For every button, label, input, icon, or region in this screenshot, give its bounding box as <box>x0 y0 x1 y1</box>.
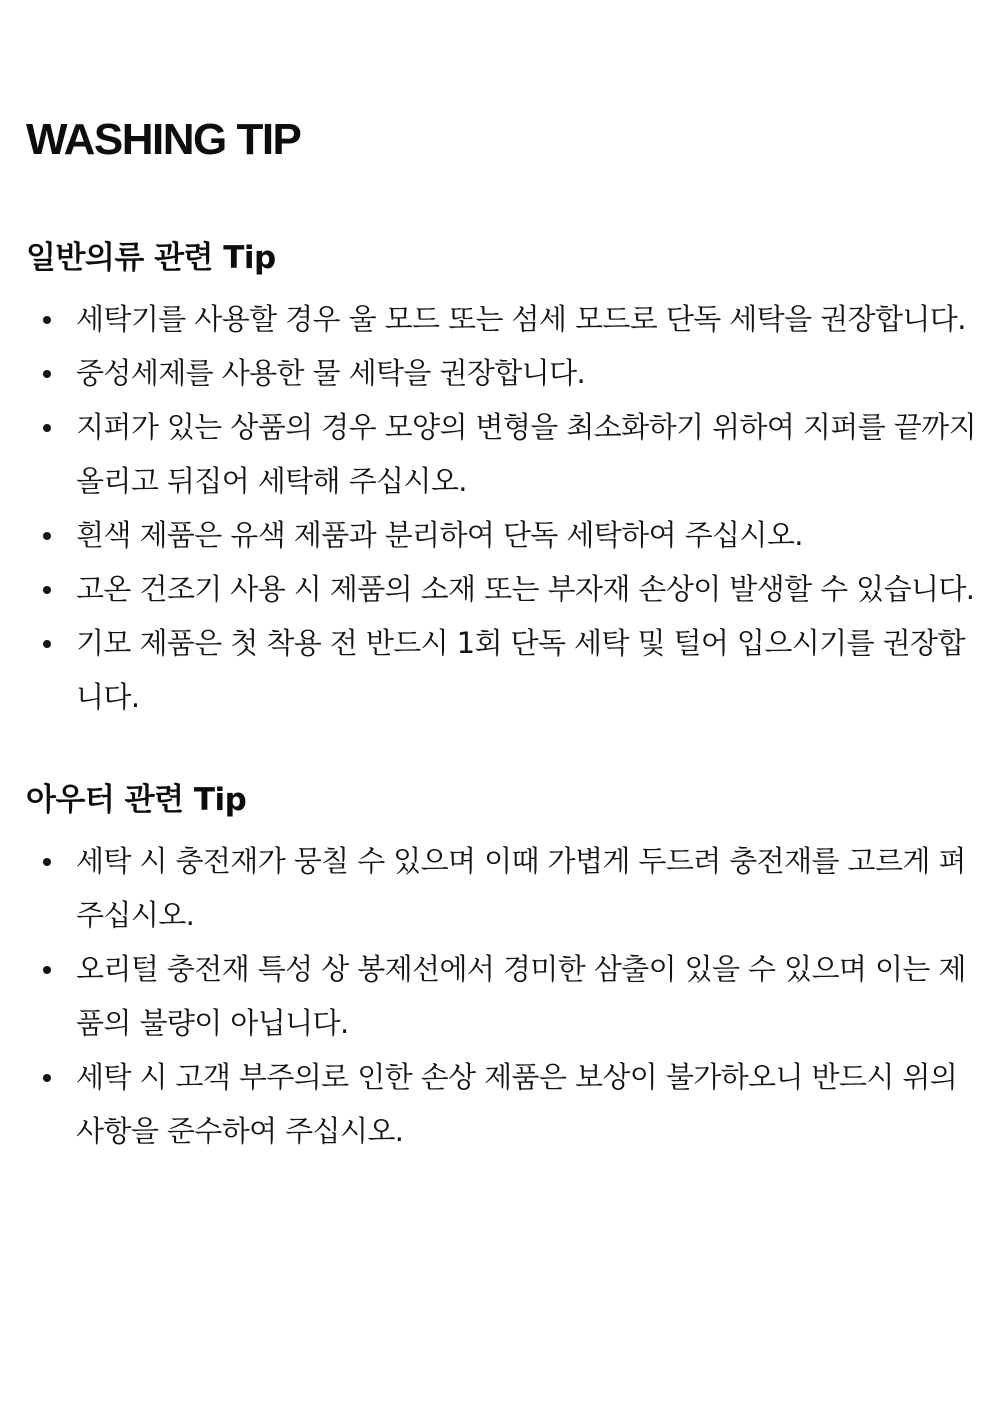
tip-text: 오리털 충전재 특성 상 봉제선에서 경미한 삼출이 있을 수 있으며 이는 제품의 불량이 아닙니다. <box>76 952 966 1040</box>
tip-text: 흰색 제품은 유색 제품과 분리하여 단독 세탁하여 주십시오. <box>76 518 803 552</box>
tip-text: 기모 제품은 첫 착용 전 반드시 1회 단독 세탁 및 털어 입으시기를 권장합니다. <box>76 626 965 714</box>
bullet-icon <box>43 424 51 432</box>
list-item <box>26 346 976 400</box>
list-item <box>26 616 976 724</box>
list-item <box>26 292 976 346</box>
bullet-icon <box>43 586 51 594</box>
section-heading-outerwear: 아우터 관련 Tip <box>26 782 247 818</box>
list-item <box>26 562 976 616</box>
list-item <box>26 834 976 942</box>
tip-text: 세탁 시 고객 부주의로 인한 손상 제품은 보상이 불가하오니 반드시 위의 사항을 준수하여 주십시오. <box>76 1060 958 1148</box>
list-item <box>26 942 976 1050</box>
section-heading-general: 일반의류 관련 Tip <box>26 240 276 276</box>
bullet-icon <box>43 1074 51 1082</box>
bullet-icon <box>43 316 51 324</box>
list-item <box>26 1050 976 1158</box>
tip-text: 중성세제를 사용한 물 세탁을 권장합니다. <box>76 356 586 390</box>
washing-tip-document <box>26 110 976 1158</box>
tip-text: 지퍼가 있는 상품의 경우 모양의 변형을 최소화하기 위하여 지퍼를 끝까지 올리고 뒤집어 세탁해 주십시오. <box>76 410 976 498</box>
list-item <box>26 400 976 508</box>
bullet-icon <box>43 966 51 974</box>
bullet-icon <box>43 532 51 540</box>
general-clothing-section <box>26 236 976 724</box>
tip-text: 세탁기를 사용할 경우 울 모드 또는 섬세 모드로 단독 세탁을 권장합니다. <box>76 302 966 336</box>
bullet-icon <box>43 858 51 866</box>
general-tip-list <box>26 292 976 724</box>
tip-text: 고온 건조기 사용 시 제품의 소재 또는 부자재 손상이 발생할 수 있습니다. <box>76 572 975 606</box>
tip-text: 세탁 시 충전재가 뭉칠 수 있으며 이때 가볍게 두드려 충전재를 고르게 펴 주십시오. <box>76 844 966 932</box>
bullet-icon <box>43 370 51 378</box>
outerwear-tip-list <box>26 834 976 1158</box>
bullet-icon <box>43 640 51 648</box>
page-title: WASHING TIP <box>26 115 301 164</box>
outerwear-section <box>26 778 976 1158</box>
list-item <box>26 508 976 562</box>
